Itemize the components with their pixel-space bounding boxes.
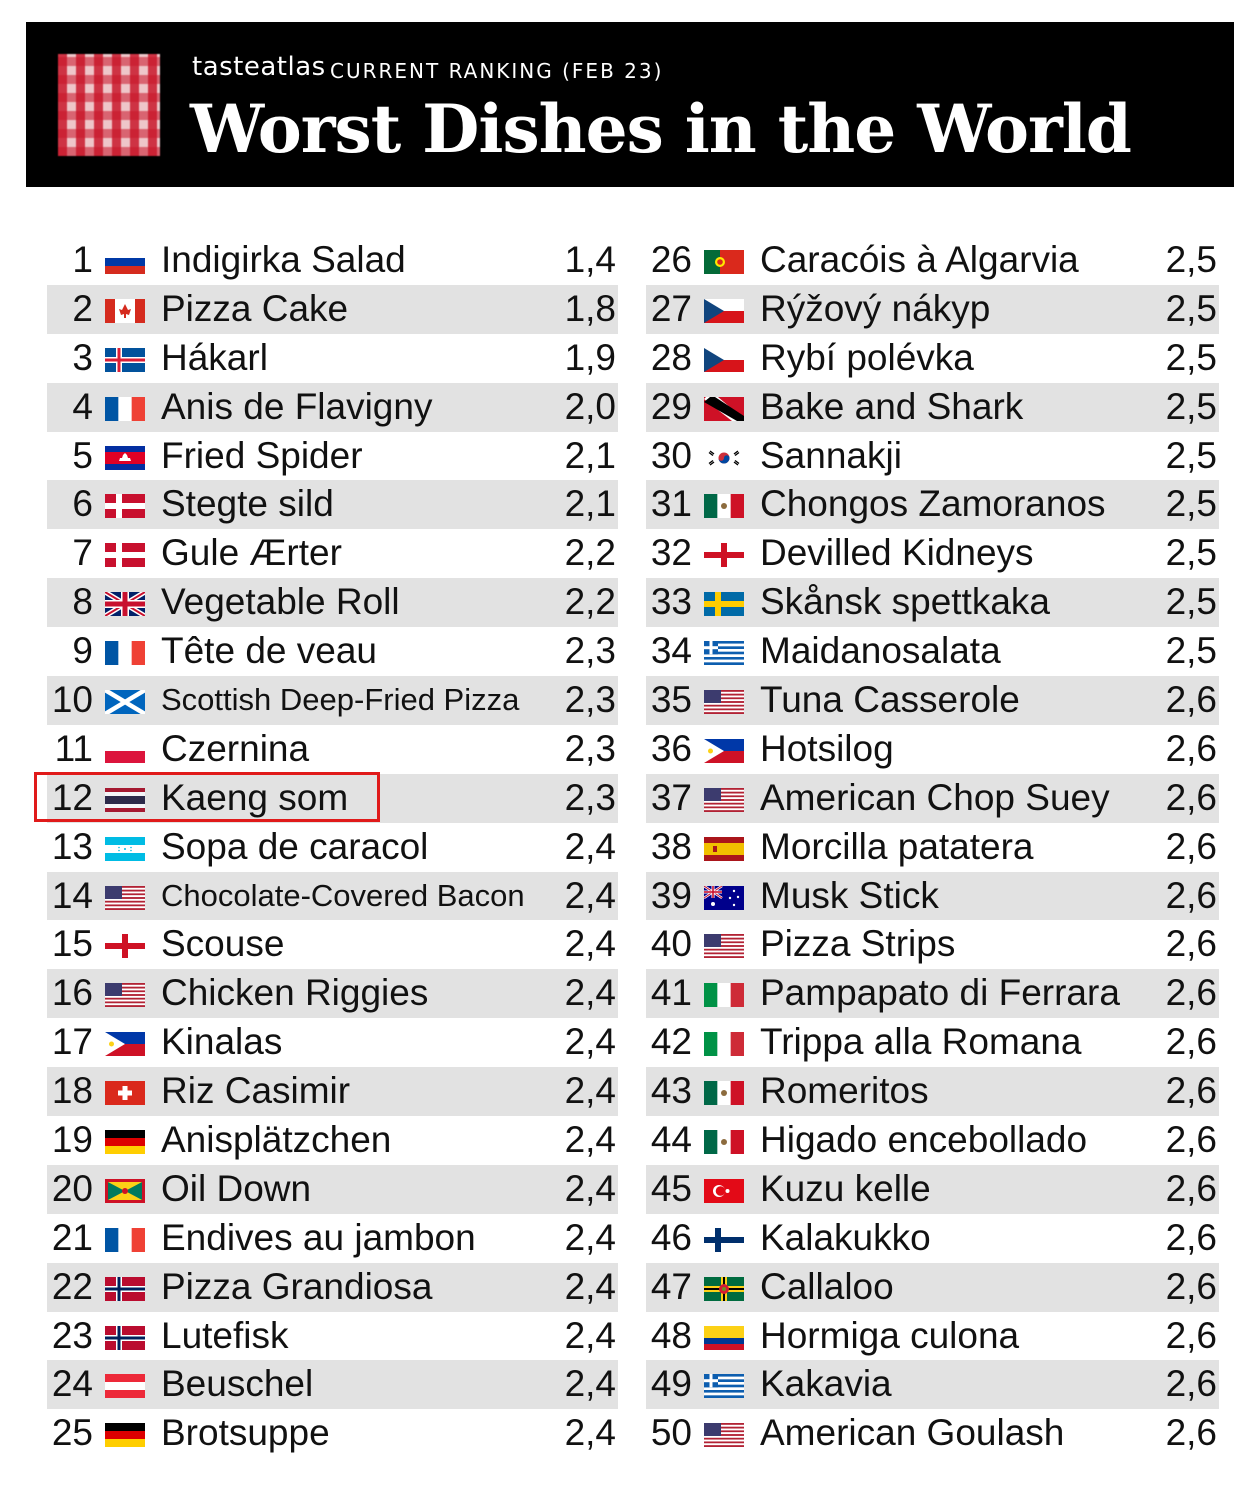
dish-score: 2,4 — [564, 1021, 616, 1063]
dish-score: 2,4 — [564, 1216, 616, 1258]
ranking-row — [47, 823, 618, 872]
flag-england-icon — [704, 543, 744, 567]
dish-score: 2,6 — [1165, 825, 1217, 867]
flag-usa-icon — [105, 886, 145, 910]
dish-name: American Chop Suey — [760, 776, 1110, 818]
rank-number: 30 — [650, 434, 692, 476]
flag-dominica-icon — [704, 1277, 744, 1301]
ranking-row — [646, 1165, 1219, 1214]
rank-number: 40 — [650, 923, 692, 965]
dish-name: Devilled Kidneys — [760, 532, 1034, 574]
ranking-label: CURRENT RANKING (FEB 23) — [330, 59, 664, 83]
dish-score: 2,6 — [1165, 1216, 1217, 1258]
dish-name: Vegetable Roll — [161, 581, 400, 623]
rank-number: 7 — [72, 532, 93, 574]
dish-name: Maidanosalata — [760, 630, 1001, 672]
dish-score: 2,5 — [1165, 483, 1217, 525]
rank-number: 28 — [650, 336, 692, 378]
flag-italy-icon — [704, 1032, 744, 1056]
dish-name: Gule Ærter — [161, 532, 342, 574]
rank-number: 50 — [650, 1412, 692, 1454]
flag-usa-icon — [704, 690, 744, 714]
flag-turkey-icon — [704, 1179, 744, 1203]
dish-name: Kaeng som — [161, 776, 349, 818]
ranking-row — [646, 1360, 1219, 1409]
brand-name: tasteatlas — [192, 52, 326, 82]
dish-name: Brotsuppe — [161, 1412, 330, 1454]
dish-score: 2,6 — [1165, 679, 1217, 721]
dish-name: Bake and Shark — [760, 385, 1024, 427]
dish-score: 2,4 — [564, 1265, 616, 1307]
ranking-row — [47, 1018, 618, 1067]
flag-usa-icon — [704, 934, 744, 958]
rank-number: 47 — [650, 1265, 692, 1307]
rank-number: 31 — [650, 483, 692, 525]
rank-number: 9 — [72, 630, 93, 672]
ranking-row — [646, 236, 1219, 285]
rank-number: 39 — [650, 874, 692, 916]
flag-denmark-icon — [105, 543, 145, 567]
rank-number: 12 — [51, 776, 93, 818]
dish-name: Tuna Casserole — [760, 679, 1020, 721]
dish-name: Chicken Riggies — [161, 972, 429, 1014]
dish-score: 2,2 — [564, 581, 616, 623]
dish-score: 2,5 — [1165, 630, 1217, 672]
rank-number: 15 — [51, 923, 93, 965]
flag-norway-icon — [105, 1326, 145, 1350]
rank-number: 20 — [51, 1167, 93, 1209]
flag-uk-icon — [105, 592, 145, 616]
ranking-row — [646, 578, 1219, 627]
ranking-row — [47, 725, 618, 774]
rank-number: 48 — [650, 1314, 692, 1356]
flag-honduras-icon — [105, 837, 145, 861]
dish-name: Fried Spider — [161, 434, 363, 476]
ranking-row — [47, 1165, 618, 1214]
flag-france-icon — [105, 1228, 145, 1252]
dish-name: Pizza Grandiosa — [161, 1265, 433, 1307]
ranking-row — [646, 627, 1219, 676]
flag-greece-icon — [704, 641, 744, 665]
ranking-row — [646, 432, 1219, 481]
dish-name: Musk Stick — [760, 874, 939, 916]
flag-scotland-icon — [105, 690, 145, 714]
rank-number: 18 — [51, 1070, 93, 1112]
dish-name: Indigirka Salad — [161, 239, 406, 280]
rank-number: 11 — [54, 727, 93, 769]
rank-number: 3 — [72, 336, 93, 378]
flag-portugal-icon — [704, 250, 744, 274]
flag-mexico-icon — [704, 494, 744, 518]
dish-score: 2,6 — [1165, 1021, 1217, 1063]
rank-number: 38 — [650, 825, 692, 867]
dish-score: 2,6 — [1165, 1167, 1217, 1209]
flag-denmark-icon — [105, 494, 145, 518]
highlight-box — [34, 772, 380, 822]
dish-score: 2,6 — [1165, 1314, 1217, 1356]
dish-name: Sopa de caracol — [161, 825, 429, 867]
ranking-row — [47, 480, 618, 529]
flag-finland-icon — [704, 1228, 744, 1252]
flag-colombia-icon — [704, 1326, 744, 1350]
dish-score: 2,6 — [1165, 727, 1217, 769]
flag-grenada-icon — [105, 1179, 145, 1203]
dish-name: Chocolate-Covered Bacon — [161, 877, 525, 913]
ranking-row — [646, 774, 1219, 823]
dish-name: Rybí polévka — [760, 336, 974, 378]
flag-switzerland-icon — [105, 1081, 145, 1105]
rank-number: 44 — [650, 1119, 692, 1161]
ranking-row — [646, 1409, 1219, 1458]
dish-name: Scottish Deep-Fried Pizza — [161, 682, 520, 718]
dish-score: 1,9 — [564, 336, 616, 378]
rank-number: 34 — [650, 630, 692, 672]
ranking-row — [646, 1214, 1219, 1263]
flag-sweden-icon — [704, 592, 744, 616]
rank-number: 35 — [650, 679, 692, 721]
ranking-row — [47, 1263, 618, 1312]
ranking-row — [47, 529, 618, 578]
flag-philippines-icon — [105, 1032, 145, 1056]
rank-number: 10 — [51, 679, 93, 721]
dish-name: Stegte sild — [161, 483, 334, 525]
ranking-row — [47, 1214, 618, 1263]
rank-number: 42 — [650, 1021, 692, 1063]
dish-name: Czernina — [161, 727, 310, 769]
flag-france-icon — [105, 397, 145, 421]
rank-number: 23 — [51, 1314, 93, 1356]
ranking-row — [646, 1116, 1219, 1165]
rank-number: 16 — [51, 972, 93, 1014]
dish-score: 2,6 — [1165, 1265, 1217, 1307]
dish-score: 2,5 — [1165, 434, 1217, 476]
dish-score: 2,6 — [1165, 1363, 1217, 1405]
dish-score: 2,5 — [1165, 532, 1217, 574]
rank-number: 14 — [51, 874, 93, 916]
dish-score: 2,1 — [564, 483, 616, 525]
ranking-row — [47, 334, 618, 383]
rank-number: 46 — [650, 1216, 692, 1258]
dish-name: Pampapato di Ferrara — [760, 972, 1120, 1014]
page-title: Worst Dishes in the World — [190, 90, 1131, 168]
dish-name: Anis de Flavigny — [161, 385, 433, 427]
flag-norway-icon — [105, 1277, 145, 1301]
dish-name: Hákarl — [161, 336, 268, 378]
ranking-row — [646, 676, 1219, 725]
flag-germany-icon — [105, 1423, 145, 1447]
rank-number: 4 — [72, 385, 93, 427]
dish-score: 2,6 — [1165, 923, 1217, 965]
dish-name: Skånsk spettkaka — [760, 581, 1050, 623]
flag-russia-icon — [105, 250, 145, 274]
ranking-row — [646, 383, 1219, 432]
dish-score: 2,6 — [1165, 1119, 1217, 1161]
rank-number: 19 — [51, 1119, 93, 1161]
rank-number: 27 — [650, 287, 692, 329]
dish-name: Pizza Strips — [760, 923, 956, 965]
flag-canada-icon — [105, 299, 145, 323]
flag-australia-icon — [704, 886, 744, 910]
dish-name: Pizza Cake — [161, 287, 349, 329]
dish-name: Oil Down — [161, 1167, 312, 1209]
dish-name: Kuzu kelle — [760, 1167, 931, 1209]
ranking-row — [646, 969, 1219, 1018]
ranking-row — [47, 1409, 618, 1458]
dish-score: 2,5 — [1165, 336, 1217, 378]
dish-score: 2,6 — [1165, 776, 1217, 818]
rank-number: 45 — [650, 1167, 692, 1209]
ranking-row — [47, 1067, 618, 1116]
flag-czech-icon — [704, 299, 744, 323]
dish-score: 2,4 — [564, 1314, 616, 1356]
dish-name: Lutefisk — [161, 1314, 289, 1356]
dish-score: 2,0 — [564, 385, 616, 427]
rank-number: 2 — [72, 287, 93, 329]
ranking-row — [47, 676, 618, 725]
dish-name: Endives au jambon — [161, 1216, 476, 1258]
flag-trinidad-icon — [704, 397, 744, 421]
dish-name: Trippa alla Romana — [760, 1021, 1082, 1063]
flag-greece-icon — [704, 1374, 744, 1398]
flag-cambodia-icon — [105, 446, 145, 470]
dish-name: Kalakukko — [760, 1216, 931, 1258]
dish-score: 2,5 — [1165, 385, 1217, 427]
dish-name: Scouse — [161, 923, 285, 965]
rank-number: 33 — [650, 581, 692, 623]
dish-score: 1,8 — [564, 287, 616, 329]
ranking-row — [47, 872, 618, 921]
rank-number: 5 — [72, 434, 93, 476]
dish-score: 2,4 — [564, 1412, 616, 1454]
dish-score: 2,6 — [1165, 1412, 1217, 1454]
ranking-row — [47, 627, 618, 676]
flag-spain-icon — [704, 837, 744, 861]
flag-korea-icon — [704, 446, 744, 470]
rank-number: 49 — [650, 1363, 692, 1405]
header-banner — [26, 22, 1234, 187]
flag-poland-icon — [105, 739, 145, 763]
flag-philippines-icon — [704, 739, 744, 763]
dish-score: 2,3 — [564, 679, 616, 721]
ranking-row — [47, 1360, 618, 1409]
dish-name: Caracóis à Algarvia — [760, 239, 1079, 280]
dish-score: 2,4 — [564, 1167, 616, 1209]
flag-iceland-icon — [105, 348, 145, 372]
rank-number: 1 — [72, 239, 93, 280]
rank-number: 41 — [650, 972, 692, 1014]
dish-name: Kinalas — [161, 1021, 283, 1063]
ranking-row — [47, 236, 618, 285]
dish-score: 2,3 — [564, 630, 616, 672]
rank-number: 21 — [51, 1216, 93, 1258]
rank-number: 8 — [72, 581, 93, 623]
rank-number: 36 — [650, 727, 692, 769]
dish-name: Riz Casimir — [161, 1070, 351, 1112]
dish-name: Tête de veau — [161, 630, 377, 672]
flag-germany-icon — [105, 1130, 145, 1154]
dish-score: 2,1 — [564, 434, 616, 476]
dish-name: Anisplätzchen — [161, 1119, 392, 1161]
dish-score: 2,4 — [564, 1119, 616, 1161]
ranking-column-left — [47, 236, 618, 1458]
dish-score: 2,4 — [564, 1070, 616, 1112]
ranking-row — [47, 285, 618, 334]
dish-name: Hormiga culona — [760, 1314, 1020, 1356]
dish-score: 2,6 — [1165, 1070, 1217, 1112]
ranking-row — [646, 725, 1219, 774]
dish-score: 2,4 — [564, 1363, 616, 1405]
ranking-row — [47, 1312, 618, 1361]
dish-name: Morcilla patatera — [760, 825, 1034, 867]
dish-score: 1,4 — [564, 239, 616, 280]
rank-number: 29 — [650, 385, 692, 427]
dish-score: 2,5 — [1165, 239, 1217, 280]
ranking-row — [47, 432, 618, 481]
flag-mexico-icon — [704, 1130, 744, 1154]
rank-number: 37 — [650, 776, 692, 818]
flag-italy-icon — [704, 983, 744, 1007]
ranking-row — [646, 529, 1219, 578]
ranking-row — [646, 334, 1219, 383]
dish-score: 2,2 — [564, 532, 616, 574]
dish-name: Hotsilog — [760, 727, 894, 769]
ranking-column-right — [646, 236, 1219, 1458]
dish-name: Romeritos — [760, 1070, 929, 1112]
dish-name: Sannakji — [760, 434, 902, 476]
dish-score: 2,6 — [1165, 972, 1217, 1014]
ranking-row — [646, 872, 1219, 921]
dish-name: Callaloo — [760, 1265, 894, 1307]
ranking-row — [646, 1018, 1219, 1067]
flag-france-icon — [105, 641, 145, 665]
dish-score: 2,5 — [1165, 581, 1217, 623]
rank-number: 32 — [650, 532, 692, 574]
dish-name: Rýžový nákyp — [760, 287, 991, 329]
rank-number: 22 — [51, 1265, 93, 1307]
dish-name: Chongos Zamoranos — [760, 483, 1106, 525]
ranking-row — [646, 920, 1219, 969]
dish-score: 2,4 — [564, 972, 616, 1014]
dish-name: Beuschel — [161, 1363, 314, 1405]
flag-czech-icon — [704, 348, 744, 372]
rank-number: 43 — [650, 1070, 692, 1112]
dish-name: American Goulash — [760, 1412, 1065, 1454]
ranking-row — [646, 480, 1219, 529]
flag-mexico-icon — [704, 1081, 744, 1105]
ranking-row — [646, 1312, 1219, 1361]
ranking-row — [47, 578, 618, 627]
flag-england-icon — [105, 934, 145, 958]
dish-score: 2,3 — [564, 727, 616, 769]
rank-number: 6 — [72, 483, 93, 525]
ranking-row — [646, 823, 1219, 872]
ranking-row — [47, 920, 618, 969]
ranking-row — [47, 1116, 618, 1165]
ranking-row — [646, 1263, 1219, 1312]
ranking-row — [47, 383, 618, 432]
flag-usa-icon — [105, 983, 145, 1007]
rank-number: 26 — [650, 239, 692, 280]
tablecloth-logo-icon — [58, 54, 160, 156]
rank-number: 24 — [51, 1363, 93, 1405]
rank-number: 13 — [51, 825, 93, 867]
dish-score: 2,4 — [564, 825, 616, 867]
dish-score: 2,4 — [564, 874, 616, 916]
flag-austria-icon — [105, 1374, 145, 1398]
flag-usa-icon — [704, 788, 744, 812]
rank-number: 17 — [51, 1021, 93, 1063]
ranking-row — [47, 969, 618, 1018]
dish-score: 2,6 — [1165, 874, 1217, 916]
rank-number: 25 — [51, 1412, 93, 1454]
dish-score: 2,3 — [564, 776, 616, 818]
ranking-row — [646, 1067, 1219, 1116]
dish-name: Kakavia — [760, 1363, 892, 1405]
flag-usa-icon — [704, 1423, 744, 1447]
dish-name: Higado encebollado — [760, 1119, 1088, 1161]
dish-score: 2,4 — [564, 923, 616, 965]
ranking-row — [646, 285, 1219, 334]
dish-score: 2,5 — [1165, 287, 1217, 329]
